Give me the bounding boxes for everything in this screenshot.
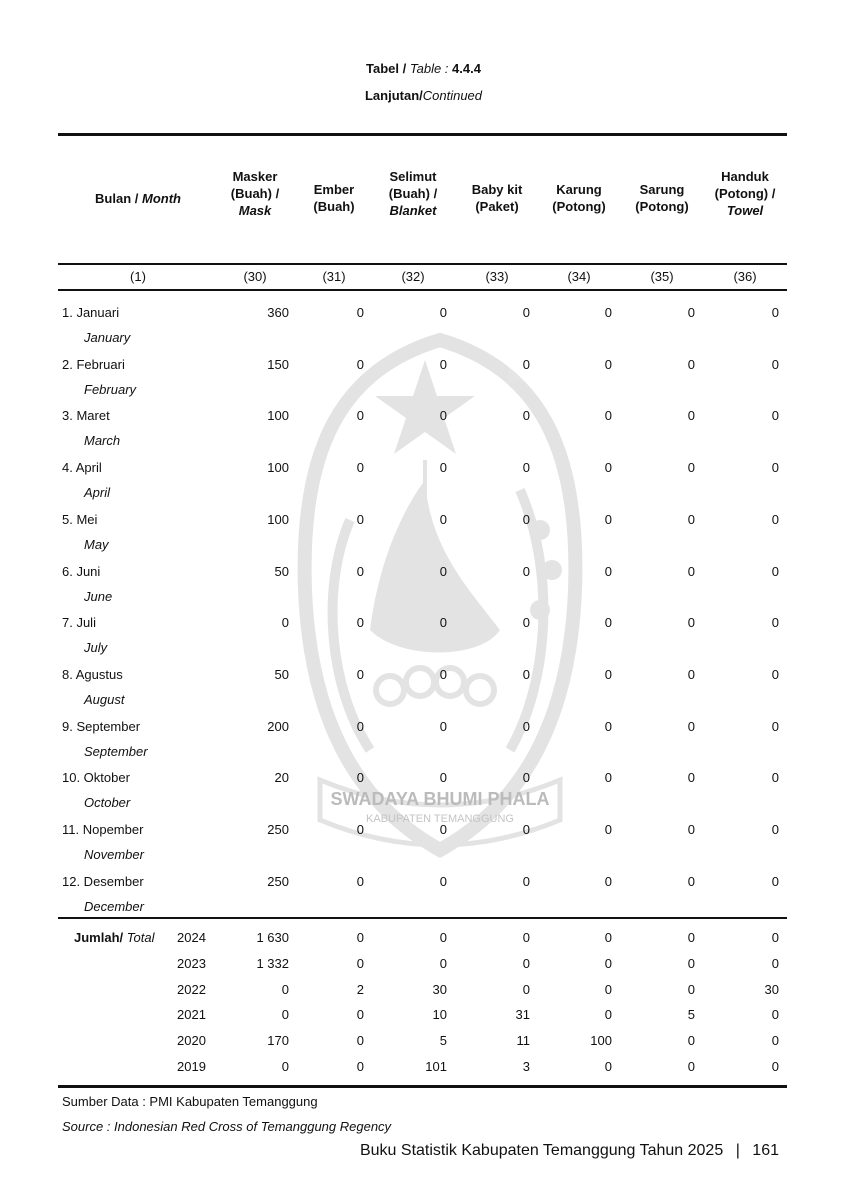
continued-label: Lanjutan/ <box>364 88 423 103</box>
total-cell: 1 332 <box>256 955 289 971</box>
total-cell: 0 <box>604 930 612 945</box>
total-label <box>74 930 154 945</box>
table-cell: 0 <box>604 718 612 734</box>
table-cell: 360 <box>267 305 289 320</box>
col-karung-l1: Karung <box>556 182 602 197</box>
table-cell: 0 <box>522 511 530 527</box>
total-cell: 0 <box>356 1059 364 1074</box>
table-cell: 0 <box>356 873 364 889</box>
month-name: 4. April <box>62 460 102 476</box>
table-cell: 0 <box>687 770 695 786</box>
month-name-en: August <box>84 691 125 707</box>
month-name: 10. Oktober <box>62 770 130 786</box>
col-masker-l3: Mask <box>238 203 272 218</box>
table-cell: 0 <box>687 615 695 631</box>
table-cell: 0 <box>604 873 612 889</box>
header-rule <box>58 263 787 265</box>
total-cell: 0 <box>281 1007 289 1023</box>
month-name: 12. Desember <box>62 873 144 889</box>
table-cell: 0 <box>522 770 530 786</box>
total-cell: 0 <box>281 1059 289 1074</box>
table-cell: 0 <box>687 460 695 476</box>
table-cell: 100 <box>267 408 289 424</box>
table-cell: 100 <box>267 511 289 527</box>
table-cell: 0 <box>356 615 364 631</box>
col-header-selimut <box>370 168 456 219</box>
col-header-karung <box>541 181 617 215</box>
total-cell: 0 <box>771 955 779 971</box>
month-name: 3. Maret <box>62 408 110 424</box>
total-cell: 0 <box>356 1033 364 1049</box>
table-cell: 0 <box>771 356 779 372</box>
table-cell: 0 <box>522 873 530 889</box>
svg-text:SWADAYA BHUMI PHALA: SWADAYA BHUMI PHALA <box>330 789 550 809</box>
table-cell: 0 <box>687 408 695 424</box>
col-number: (30) <box>243 269 267 284</box>
table-cell: 0 <box>687 718 695 734</box>
table-cell: 0 <box>771 822 779 837</box>
col-karung-l2: (Potong) <box>552 199 606 214</box>
col-masker-l2: (Buah) / <box>230 186 280 201</box>
month-name-en: September <box>84 743 148 759</box>
total-cell: 0 <box>687 930 695 945</box>
col-number: (36) <box>733 269 757 284</box>
table-cell: 0 <box>687 511 695 527</box>
total-cell: 5 <box>439 1033 447 1049</box>
table-cell: 0 <box>687 563 695 579</box>
page-number: 161 <box>752 1142 779 1159</box>
col-number: (35) <box>650 269 674 284</box>
month-name-en: April <box>84 485 111 501</box>
source-en: Source : Indonesian Red Cross of Temanggung Regency <box>62 1119 392 1134</box>
table-cell: 250 <box>267 822 289 837</box>
table-cell: 0 <box>439 615 447 631</box>
col-number: (31) <box>322 269 346 284</box>
total-cell: 0 <box>771 1033 779 1049</box>
total-label-id: Jumlah/ <box>74 930 124 945</box>
table-label-en: Table : <box>409 61 449 76</box>
table-cell: 0 <box>771 511 779 527</box>
col-month-id: Bulan / <box>95 191 142 206</box>
table-cell: 0 <box>356 770 364 786</box>
col-header-babykit <box>459 181 535 215</box>
month-name-en: June <box>84 588 113 604</box>
table-cell: 0 <box>439 666 447 682</box>
table-cell: 0 <box>522 305 530 320</box>
total-cell: 0 <box>522 955 530 971</box>
total-cell: 30 <box>432 981 447 997</box>
total-year: 2022 <box>177 981 206 997</box>
total-cell: 0 <box>604 1007 612 1023</box>
month-name-en: February <box>84 381 137 397</box>
table-cell: 0 <box>356 511 364 527</box>
table-cell: 0 <box>604 511 612 527</box>
table-cell: 250 <box>267 873 289 889</box>
month-name: 11. Nopember <box>62 822 144 837</box>
total-cell: 0 <box>771 930 779 945</box>
col-header-masker <box>215 168 295 219</box>
table-cell: 0 <box>604 460 612 476</box>
total-cell: 101 <box>425 1059 447 1074</box>
table-cell: 0 <box>771 408 779 424</box>
col-selimut-l3: Blanket <box>389 203 437 218</box>
total-year: 2023 <box>177 955 206 971</box>
total-cell: 100 <box>590 1033 612 1049</box>
table-cell: 0 <box>771 563 779 579</box>
table-cell: 0 <box>687 822 695 837</box>
table-cell: 150 <box>267 356 289 372</box>
col-ember-l2: (Buah) <box>313 199 355 214</box>
col-babykit-l2: (Paket) <box>475 199 519 214</box>
month-name: 6. Juni <box>62 563 101 579</box>
table-cell: 0 <box>604 666 612 682</box>
table-cell: 0 <box>522 356 530 372</box>
table-cell: 0 <box>771 873 779 889</box>
month-name: 7. Juli <box>62 615 96 631</box>
total-cell: 0 <box>604 981 612 997</box>
table-cell: 200 <box>267 718 289 734</box>
month-name-en: November <box>84 847 144 862</box>
table-cell: 0 <box>771 666 779 682</box>
page-footer <box>360 1142 779 1160</box>
table-cell: 0 <box>522 563 530 579</box>
total-cell: 0 <box>356 1007 364 1023</box>
table-cell: 0 <box>771 718 779 734</box>
total-year: 2020 <box>177 1033 206 1049</box>
table-cell: 0 <box>687 873 695 889</box>
month-name: 8. Agustus <box>62 666 123 682</box>
table-cell: 0 <box>771 305 779 320</box>
table-cell: 0 <box>687 666 695 682</box>
month-name-en: December <box>84 898 144 914</box>
total-rule <box>58 917 787 919</box>
month-name-en: October <box>84 795 131 811</box>
col-babykit-l1: Baby kit <box>471 182 523 197</box>
colnum-rule <box>58 289 787 291</box>
table-label: Tabel / <box>366 61 407 76</box>
month-name: 2. Februari <box>62 356 125 372</box>
col-header-ember <box>300 181 368 215</box>
col-selimut-l2: (Buah) / <box>388 186 438 201</box>
col-selimut-l1: Selimut <box>389 169 437 184</box>
total-cell: 0 <box>687 1059 695 1074</box>
month-name-en: January <box>84 330 131 345</box>
month-name: 9. September <box>62 718 141 734</box>
table-cell: 0 <box>522 718 530 734</box>
total-year: 2024 <box>177 930 206 945</box>
table-cell: 0 <box>439 460 447 476</box>
table-cell: 0 <box>771 460 779 476</box>
table-cell: 0 <box>604 408 612 424</box>
col-month-en: Month <box>141 191 181 206</box>
table-cell: 0 <box>522 666 530 682</box>
footer-separator: | <box>735 1142 740 1159</box>
col-handuk-l3: Towel <box>726 203 764 218</box>
table-cell: 0 <box>356 408 364 424</box>
table-cell: 100 <box>267 460 289 476</box>
total-year: 2021 <box>177 1007 206 1023</box>
total-cell: 0 <box>522 981 530 997</box>
table-number: 4.4.4 <box>452 61 481 76</box>
table-cell: 0 <box>687 356 695 372</box>
month-name: 1. Januari <box>62 305 120 320</box>
total-cell: 0 <box>522 930 530 945</box>
col-masker-l1: Masker <box>232 169 278 184</box>
table-cell: 0 <box>439 718 447 734</box>
table-cell: 0 <box>281 615 289 631</box>
table-cell: 0 <box>604 615 612 631</box>
total-cell: 0 <box>281 981 289 997</box>
col-sarung-l2: (Potong) <box>635 199 689 214</box>
table-cell: 0 <box>439 305 447 320</box>
col-number: (34) <box>567 269 591 284</box>
table-title <box>0 61 847 76</box>
total-cell: 30 <box>764 981 779 997</box>
table-cell: 0 <box>356 666 364 682</box>
table-continued <box>0 88 847 103</box>
table-cell: 0 <box>356 822 364 837</box>
continued-label-en: Continued <box>422 88 483 103</box>
table-cell: 50 <box>274 563 289 579</box>
table-cell: 0 <box>356 305 364 320</box>
total-cell: 11 <box>516 1033 530 1049</box>
table-cell: 0 <box>604 356 612 372</box>
col-handuk-l2: (Potong) / <box>714 186 776 201</box>
table-cell: 0 <box>604 822 612 837</box>
month-name-en: May <box>84 536 109 552</box>
total-cell: 170 <box>267 1033 289 1049</box>
month-name-en: March <box>84 433 121 449</box>
footer-book-title: Buku Statistik Kabupaten Temanggung Tahun 2025 <box>359 1142 724 1159</box>
table-cell: 20 <box>274 770 289 786</box>
total-cell: 0 <box>439 955 447 971</box>
month-name-en: July <box>84 640 108 656</box>
svg-text:KABUPATEN TEMANGGUNG: KABUPATEN TEMANGGUNG <box>366 813 514 825</box>
total-cell: 31 <box>515 1007 530 1023</box>
table-cell: 0 <box>771 615 779 631</box>
col-handuk-l1: Handuk <box>721 169 769 184</box>
table-cell: 0 <box>687 305 695 320</box>
col-sarung-l1: Sarung <box>639 182 685 197</box>
total-cell: 0 <box>356 930 364 945</box>
top-rule <box>58 133 787 136</box>
table-cell: 0 <box>522 460 530 476</box>
table-cell: 0 <box>522 408 530 424</box>
col-header-month <box>58 190 218 207</box>
source-id: Sumber Data : PMI Kabupaten Temanggung <box>62 1094 318 1109</box>
table-cell: 0 <box>356 563 364 579</box>
total-year: 2019 <box>177 1059 206 1074</box>
col-number: (32) <box>401 269 425 284</box>
total-cell: 3 <box>522 1059 530 1074</box>
total-cell: 0 <box>771 1007 779 1023</box>
table-cell: 0 <box>604 563 612 579</box>
table-cell: 0 <box>439 873 447 889</box>
table-cell: 0 <box>439 563 447 579</box>
table-cell: 0 <box>522 822 530 837</box>
table-cell: 0 <box>439 822 447 837</box>
table-cell: 50 <box>274 666 289 682</box>
table-cell: 0 <box>356 356 364 372</box>
table-cell: 0 <box>439 408 447 424</box>
table-cell: 0 <box>604 770 612 786</box>
total-cell: 0 <box>687 981 695 997</box>
table-cell: 0 <box>439 770 447 786</box>
total-cell: 2 <box>356 981 364 997</box>
total-cell: 0 <box>356 955 364 971</box>
total-cell: 0 <box>687 1033 695 1049</box>
total-cell: 0 <box>604 1059 612 1074</box>
total-cell: 1 630 <box>256 930 289 945</box>
total-cell: 0 <box>439 930 447 945</box>
total-cell: 0 <box>771 1059 779 1074</box>
col-number: (1) <box>130 269 146 284</box>
total-label-en: Total <box>126 930 155 945</box>
table-cell: 0 <box>522 615 530 631</box>
table-cell: 0 <box>439 511 447 527</box>
col-number: (33) <box>485 269 509 284</box>
table-cell: 0 <box>604 305 612 320</box>
month-name: 5. Mei <box>62 511 98 527</box>
col-header-handuk <box>703 168 787 219</box>
col-header-sarung <box>624 181 700 215</box>
bottom-rule <box>58 1085 787 1088</box>
total-cell: 0 <box>604 955 612 971</box>
total-cell: 10 <box>432 1007 447 1023</box>
table-cell: 0 <box>439 356 447 372</box>
table-cell: 0 <box>356 718 364 734</box>
table-cell: 0 <box>356 460 364 476</box>
total-cell: 0 <box>687 955 695 971</box>
total-cell: 5 <box>687 1007 695 1023</box>
table-cell: 0 <box>771 770 779 786</box>
col-ember-l1: Ember <box>313 182 355 197</box>
